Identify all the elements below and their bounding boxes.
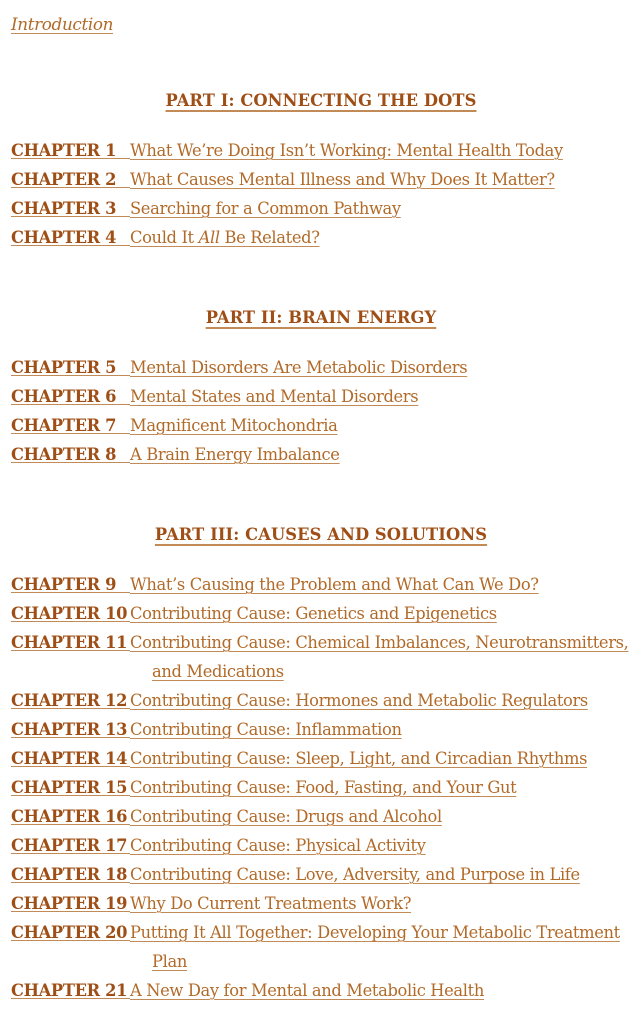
toc-row xyxy=(11,440,640,469)
chapter-label-link[interactable]: CHAPTER 8 xyxy=(11,440,130,469)
parts-container xyxy=(11,88,640,1005)
toc-row xyxy=(11,773,640,802)
chapter-title-link[interactable]: Contributing Cause: Inflammation xyxy=(130,720,402,739)
chapter-label-link[interactable]: CHAPTER 4 xyxy=(11,223,130,252)
toc-row xyxy=(11,223,640,252)
part-title-link[interactable]: PART II: BRAIN ENERGY xyxy=(205,308,437,327)
introduction-link[interactable]: Introduction xyxy=(11,14,114,34)
toc-row xyxy=(11,382,640,411)
toc-row xyxy=(11,831,640,860)
chapter-title-link[interactable]: A Brain Energy Imbalance xyxy=(130,445,340,464)
toc-row xyxy=(11,686,640,715)
chapter-label-link[interactable]: CHAPTER 13 xyxy=(11,715,130,744)
chapter-title-link[interactable]: Mental Disorders Are Metabolic Disorders xyxy=(130,358,468,377)
chapter-list xyxy=(11,353,640,469)
chapter-title-link[interactable]: Could It All Be Related? xyxy=(130,228,320,247)
toc-row xyxy=(11,802,640,831)
chapter-title-link[interactable]: Putting It All Together: Developing Your Metabolic Treatment Plan xyxy=(130,923,620,971)
toc-row xyxy=(11,136,640,165)
chapter-label-link[interactable]: CHAPTER 12 xyxy=(11,686,130,715)
chapter-title-link[interactable]: A New Day for Mental and Metabolic Health xyxy=(130,981,484,1000)
chapter-label-link[interactable]: CHAPTER 5 xyxy=(11,353,130,382)
chapter-title-link[interactable]: Contributing Cause: Genetics and Epigenetics xyxy=(130,604,497,623)
toc-row xyxy=(11,744,640,773)
toc-row xyxy=(11,165,640,194)
chapter-label-link[interactable]: CHAPTER 19 xyxy=(11,889,130,918)
chapter-title-link[interactable]: Contributing Cause: Hormones and Metabolic Regulators xyxy=(130,691,588,710)
chapter-title-link[interactable]: Magnificent Mitochondria xyxy=(130,416,338,435)
chapter-label-link[interactable]: CHAPTER 3 xyxy=(11,194,130,223)
chapter-title-link[interactable]: Contributing Cause: Sleep, Light, and Circadian Rhythms xyxy=(130,749,588,768)
toc-row xyxy=(11,976,640,1005)
chapter-label-link[interactable]: CHAPTER 15 xyxy=(11,773,130,802)
chapter-list xyxy=(11,570,640,1005)
chapter-title-link[interactable]: Contributing Cause: Love, Adversity, and Purpose in Life xyxy=(130,865,580,884)
part-section xyxy=(11,88,640,252)
chapter-title-link[interactable]: Contributing Cause: Chemical Imbalances, Neurotransmitters, and Medications xyxy=(130,633,629,681)
chapter-label-link[interactable]: CHAPTER 18 xyxy=(11,860,130,889)
toc-row xyxy=(11,194,640,223)
chapter-title-link[interactable]: What Causes Mental Illness and Why Does It Matter? xyxy=(130,170,555,189)
chapter-title-link[interactable]: Contributing Cause: Physical Activity xyxy=(130,836,426,855)
part-title-link[interactable]: PART III: CAUSES AND SOLUTIONS xyxy=(154,525,488,544)
chapter-label-link[interactable]: CHAPTER 11 xyxy=(11,628,130,657)
chapter-title-link[interactable]: Contributing Cause: Drugs and Alcohol xyxy=(130,807,442,826)
toc-row xyxy=(11,628,640,686)
toc-row xyxy=(11,715,640,744)
chapter-label-link[interactable]: CHAPTER 2 xyxy=(11,165,130,194)
chapter-label-link[interactable]: CHAPTER 7 xyxy=(11,411,130,440)
chapter-title-link[interactable]: What We’re Doing Isn’t Working: Mental Health Today xyxy=(130,141,563,160)
part-section xyxy=(11,522,640,1005)
chapter-list xyxy=(11,136,640,252)
toc-row xyxy=(11,918,640,976)
chapter-title-link[interactable]: Why Do Current Treatments Work? xyxy=(130,894,412,913)
chapter-label-link[interactable]: CHAPTER 6 xyxy=(11,382,130,411)
toc-row xyxy=(11,411,640,440)
chapter-title-link[interactable]: Contributing Cause: Food, Fasting, and Your Gut xyxy=(130,778,517,797)
chapter-label-link[interactable]: CHAPTER 10 xyxy=(11,599,130,628)
toc-row xyxy=(11,570,640,599)
chapter-label-link[interactable]: CHAPTER 20 xyxy=(11,918,130,947)
part-title-link[interactable]: PART I: CONNECTING THE DOTS xyxy=(165,91,477,110)
chapter-title-link[interactable]: Searching for a Common Pathway xyxy=(130,199,401,218)
chapter-label-link[interactable]: CHAPTER 9 xyxy=(11,570,130,599)
chapter-title-link[interactable]: What’s Causing the Problem and What Can We Do? xyxy=(130,575,539,594)
chapter-title-link[interactable]: Mental States and Mental Disorders xyxy=(130,387,419,406)
chapter-label-link[interactable]: CHAPTER 16 xyxy=(11,802,130,831)
chapter-label-link[interactable]: CHAPTER 14 xyxy=(11,744,130,773)
toc-row xyxy=(11,599,640,628)
chapter-label-link[interactable]: CHAPTER 17 xyxy=(11,831,130,860)
chapter-label-link[interactable]: CHAPTER 1 xyxy=(11,136,130,165)
toc-row xyxy=(11,889,640,918)
chapter-label-link[interactable]: CHAPTER 21 xyxy=(11,976,130,1005)
part-section xyxy=(11,305,640,469)
toc-row xyxy=(11,860,640,889)
toc-row xyxy=(11,353,640,382)
